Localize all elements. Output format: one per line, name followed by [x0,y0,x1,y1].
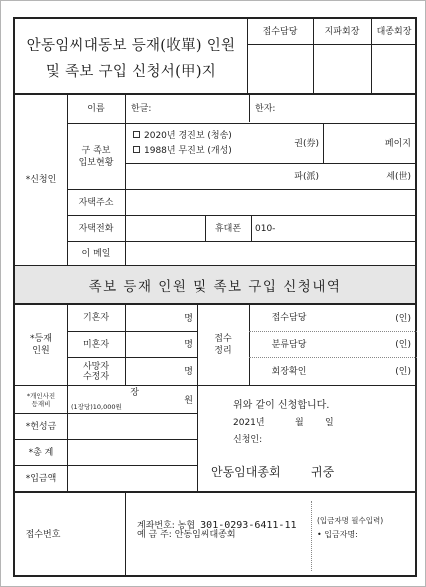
photo-count-unit[interactable]: 장 [130,388,139,398]
photo-amount-unit[interactable]: 원 [184,396,193,406]
generation-label: 세(世) [386,172,411,182]
home-phone-label: 자택전화 [78,223,114,234]
receipt-officer-sign-box[interactable] [247,45,313,93]
generation-field[interactable] [327,171,411,183]
checkbox-icon[interactable] [133,131,140,138]
recipient-honorific: 귀중 [311,465,335,479]
name-label: 이름 [87,103,105,114]
divider [125,163,417,164]
divider [15,385,415,386]
divider [249,94,250,122]
classification-officer-seal[interactable]: (인) [395,340,411,350]
deceased-label-line-1: 사망자 [82,361,110,372]
photo-fee-label [15,386,67,413]
deceased-count-field[interactable] [127,366,193,378]
email-label: 이 메일 [81,248,111,259]
total-field[interactable] [68,440,196,465]
divider [311,501,312,571]
classification-officer-label: 분류담당 [271,339,307,350]
depositor-required-note: (입금자명 필수입력) [317,516,384,525]
deceased-editor-label [67,358,125,385]
genealogy-status-label-line-2: 입보현황 [78,157,114,168]
declaration-statement: 위와 같이 신청합니다. [233,400,330,411]
declaration-year: 2021년 [233,418,265,428]
declaration-day[interactable]: 일 [325,418,334,428]
unmarried-unit: 명 [184,340,193,350]
bank-account-label: 계좌번호: 농협 [137,521,196,531]
registration-group-label [15,305,67,385]
recipient-org: 안동임대종회 [211,465,281,479]
korean-name-field[interactable]: 한글: [131,104,152,114]
genealogy-status-label-line-1: 구 족보 [81,145,111,156]
branch-field[interactable] [131,171,319,183]
branch-head-header: 지파회장 [324,26,360,37]
declaration-month[interactable]: 월 [295,418,304,428]
photo-fee-label-line-1: *개인사진 [26,391,56,400]
grand-head-sign-box[interactable] [371,45,417,93]
married-count-field[interactable] [127,313,193,325]
processing-group-label [197,305,249,385]
deceased-label-line-2: 수정자 [82,371,110,382]
genealogy-2020-label: 2020년 경진보 (청송) [144,131,232,141]
mobile-field[interactable]: 010- [255,224,276,234]
president-confirm-label: 회장확인 [271,366,307,377]
total-label: *총 계 [28,447,54,458]
hanja-name-field[interactable]: 한자: [255,104,276,114]
divider [125,493,126,577]
form-title-line-2: 및 족보 구입 신청서(甲)지 [45,64,217,80]
account-holder: 예 금 주: 안동임씨대종회 [137,530,236,540]
divider [323,124,324,163]
receipt-officer-header: 접수담당 [262,26,298,37]
home-phone-field[interactable] [126,216,204,241]
genealogy-status-label [67,124,125,189]
deposit-field[interactable] [68,466,196,491]
photo-price-note: (1장당)10,000원 [71,403,122,411]
volume-field[interactable] [255,138,319,150]
checkbox-icon[interactable] [133,146,140,153]
divider [251,215,252,241]
form-title-line-1: 안동임씨대동보 등재(收單) 인원 [26,38,236,54]
depositor-name-field[interactable]: • 입금자명: [317,530,358,539]
donation-label: *헌성금 [25,421,57,432]
divider [125,305,126,385]
unmarried-label: 미혼자 [82,339,110,350]
photo-fee-label-line-2: 등재비 [31,399,51,408]
home-address-field[interactable] [126,190,416,215]
deceased-unit: 명 [184,367,193,377]
married-unit: 명 [184,314,193,324]
application-form [13,17,417,577]
processing-group-label-line-1: 접수 [214,334,232,344]
applicant-section-label: *신청인 [25,175,57,185]
grand-head-header: 대종회장 [376,26,412,37]
married-label: 기혼자 [82,313,110,323]
receipt-officer-seal[interactable]: (인) [395,314,411,324]
applicant-signature[interactable]: 신청인: [233,435,263,445]
home-address-label: 자택주소 [78,197,114,208]
volume-label: 권(券) [294,139,319,149]
section-banner-title: 족보 등재 인원 및 족보 구입 신청내역 [88,279,342,295]
email-field[interactable] [126,242,416,265]
donation-field[interactable] [68,414,196,439]
president-confirm-seal[interactable]: (인) [395,367,411,377]
page-label: 페이지 [384,139,411,149]
receipt-officer-label: 접수담당 [271,313,307,323]
registration-group-label-line-2: 인원 [32,346,50,356]
bank-account-number: 301-0293-6411-11 [200,520,297,531]
processing-group-label-line-2: 정리 [214,346,232,356]
unmarried-count-field[interactable] [127,339,193,351]
mobile-label: 휴대폰 [214,223,242,234]
genealogy-1988-label: 1988년 무진보 (개성) [144,146,232,156]
registration-group-label-line-1: *등재 [30,334,52,344]
page-field[interactable] [327,138,411,150]
branch-head-sign-box[interactable] [313,45,371,93]
branch-label: 파(派) [294,172,319,182]
form-title [15,33,247,85]
receipt-number-field[interactable] [72,493,124,577]
receipt-number-label: 접수번호 [25,530,61,540]
deposit-label: *입금액 [25,473,57,484]
